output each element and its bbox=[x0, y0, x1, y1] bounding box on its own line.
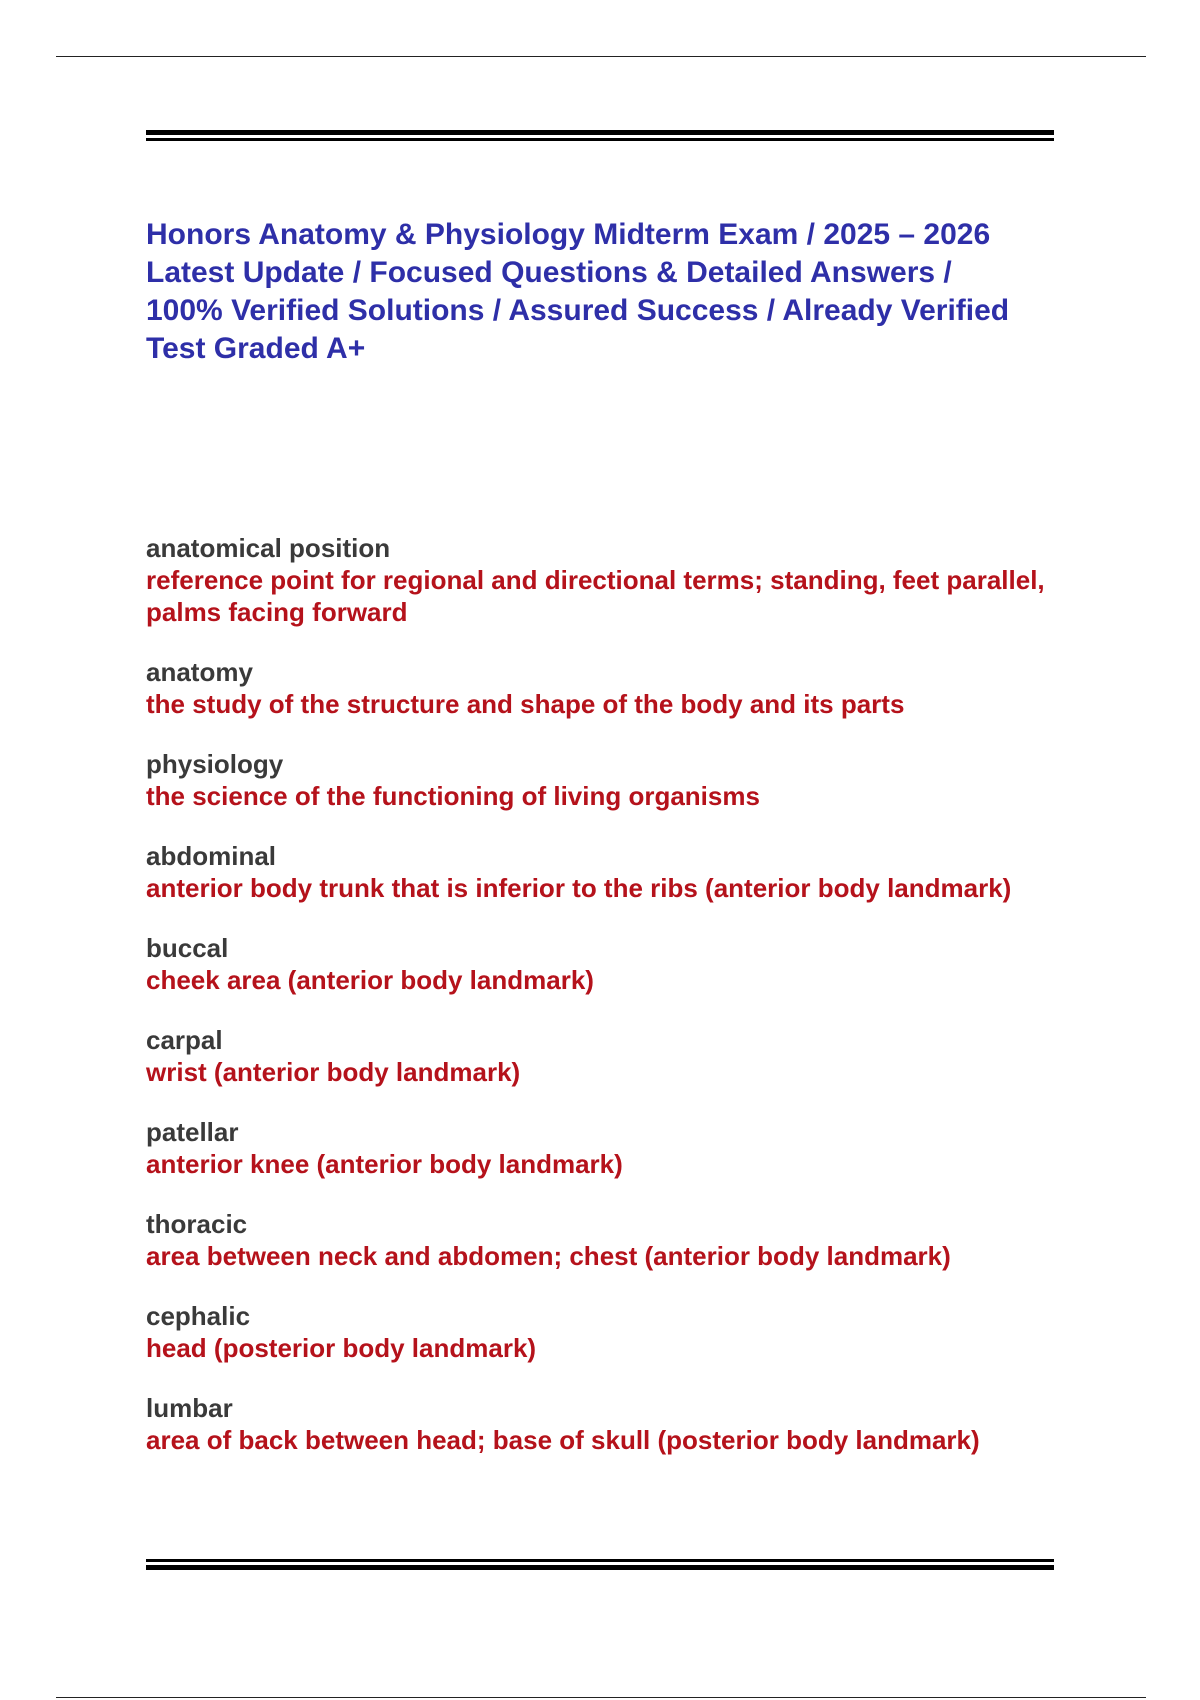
list-item bbox=[146, 1392, 1076, 1456]
header-thick-line bbox=[146, 130, 1054, 135]
term-label: buccal bbox=[146, 933, 229, 963]
term-label: lumbar bbox=[146, 1393, 233, 1423]
term-label: anatomical position bbox=[146, 533, 391, 563]
term-list bbox=[146, 532, 1076, 1484]
term-label: abdominal bbox=[146, 841, 277, 871]
term-definition: anterior knee (anterior body landmark) bbox=[146, 1149, 623, 1179]
term-label: physiology bbox=[146, 749, 284, 779]
list-item bbox=[146, 840, 1076, 904]
term-definition: head (posterior body landmark) bbox=[146, 1333, 537, 1363]
term-definition: reference point for regional and directional terms; standing, feet parallel, palms facing forward bbox=[146, 565, 1045, 627]
list-item bbox=[146, 1024, 1076, 1088]
footer-double-rule bbox=[146, 1559, 1054, 1570]
term-label: cephalic bbox=[146, 1301, 251, 1331]
header-double-rule bbox=[146, 130, 1054, 141]
term-label: thoracic bbox=[146, 1209, 248, 1239]
term-label: anatomy bbox=[146, 657, 253, 687]
page-bottom-rule bbox=[56, 1697, 1146, 1698]
page-top-rule bbox=[56, 56, 1146, 57]
term-definition: area of back between head; base of skull (posterior body landmark) bbox=[146, 1425, 980, 1455]
term-label: carpal bbox=[146, 1025, 223, 1055]
list-item bbox=[146, 1300, 1076, 1364]
term-definition: cheek area (anterior body landmark) bbox=[146, 965, 594, 995]
list-item bbox=[146, 532, 1076, 628]
term-definition: the science of the functioning of living organisms bbox=[146, 781, 760, 811]
footer-thick-line bbox=[146, 1565, 1054, 1570]
term-definition: anterior body trunk that is inferior to the ribs (anterior body landmark) bbox=[146, 873, 1012, 903]
term-label: patellar bbox=[146, 1117, 239, 1147]
list-item bbox=[146, 1116, 1076, 1180]
term-definition: area between neck and abdomen; chest (anterior body landmark) bbox=[146, 1241, 951, 1271]
list-item bbox=[146, 656, 1076, 720]
header-thin-line bbox=[146, 138, 1054, 141]
term-definition: wrist (anterior body landmark) bbox=[146, 1057, 521, 1087]
footer-thin-line bbox=[146, 1559, 1054, 1562]
list-item bbox=[146, 932, 1076, 996]
term-definition: the study of the structure and shape of the body and its parts bbox=[146, 689, 905, 719]
list-item bbox=[146, 748, 1076, 812]
document-title: Honors Anatomy & Physiology Midterm Exam / 2025 – 2026 Latest Update / Focused Questions & Detailed Answers / 100% Verified Solutions / Assured Success / Already Verified Test Graded A+ bbox=[146, 218, 1010, 365]
list-item bbox=[146, 1208, 1076, 1272]
